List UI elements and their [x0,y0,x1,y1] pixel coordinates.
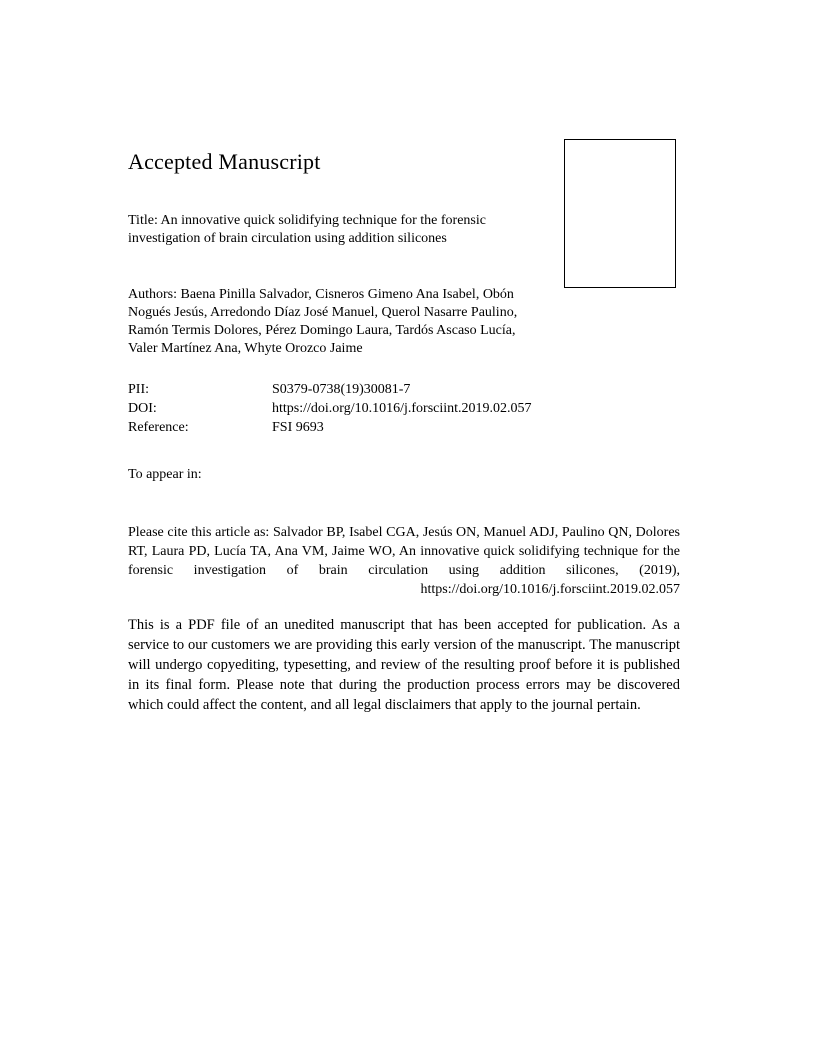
pii-label: PII: [128,382,149,397]
article-title: Title: An innovative quick solidifying technique for the forensic investigation of brain circulation using addition silicones [128,213,486,246]
doi-value: https://doi.org/10.1016/j.forsciint.2019.02.057 [272,401,532,416]
reference-value: FSI 9693 [272,420,324,435]
metadata-row-doi [128,399,688,418]
doi-label: DOI: [128,401,157,416]
to-appear-in-label: To appear in: [128,467,202,482]
page-title: Accepted Manuscript [128,148,321,174]
disclaimer-paragraph: This is a PDF file of an unedited manuscript that has been accepted for publication. As a service to our customers we are providing this early version of the manuscript. The manuscript will undergo copyediting, typesetting, and review of the resulting proof before it is published in its final form. Please note that during the production process errors may be discovered which could affect the content, and all legal disclaimers that apply to the journal pertain. [128,616,680,713]
reference-label: Reference: [128,420,189,435]
journal-cover-placeholder-box [564,139,676,288]
citation-paragraph: Please cite this article as: Salvador BP, Isabel CGA, Jesús ON, Manuel ADJ, Paulino QN, Dolores RT, Laura PD, Lucía TA, Ana VM, Jaime WO, An innovative quick solidifying technique for the forensic investigation of brain circulation using addition silicones, (2019), https://doi.org/10.1016/j.forsciint.2019.02.057 [128,525,680,597]
article-metadata [128,380,688,437]
pii-value: S0379-0738(19)30081-7 [272,382,411,397]
article-authors: Authors: Baena Pinilla Salvador, Cisneros Gimeno Ana Isabel, Obón Nogués Jesús, Arredondo Díaz José Manuel, Querol Nasarre Paulino, Ramón Termis Dolores, Pérez Domingo Laura, Tardós Ascaso Lucía, Valer Martínez Ana, Whyte Orozco Jaime [128,287,518,356]
metadata-row-pii [128,380,688,399]
metadata-row-reference [128,418,688,437]
